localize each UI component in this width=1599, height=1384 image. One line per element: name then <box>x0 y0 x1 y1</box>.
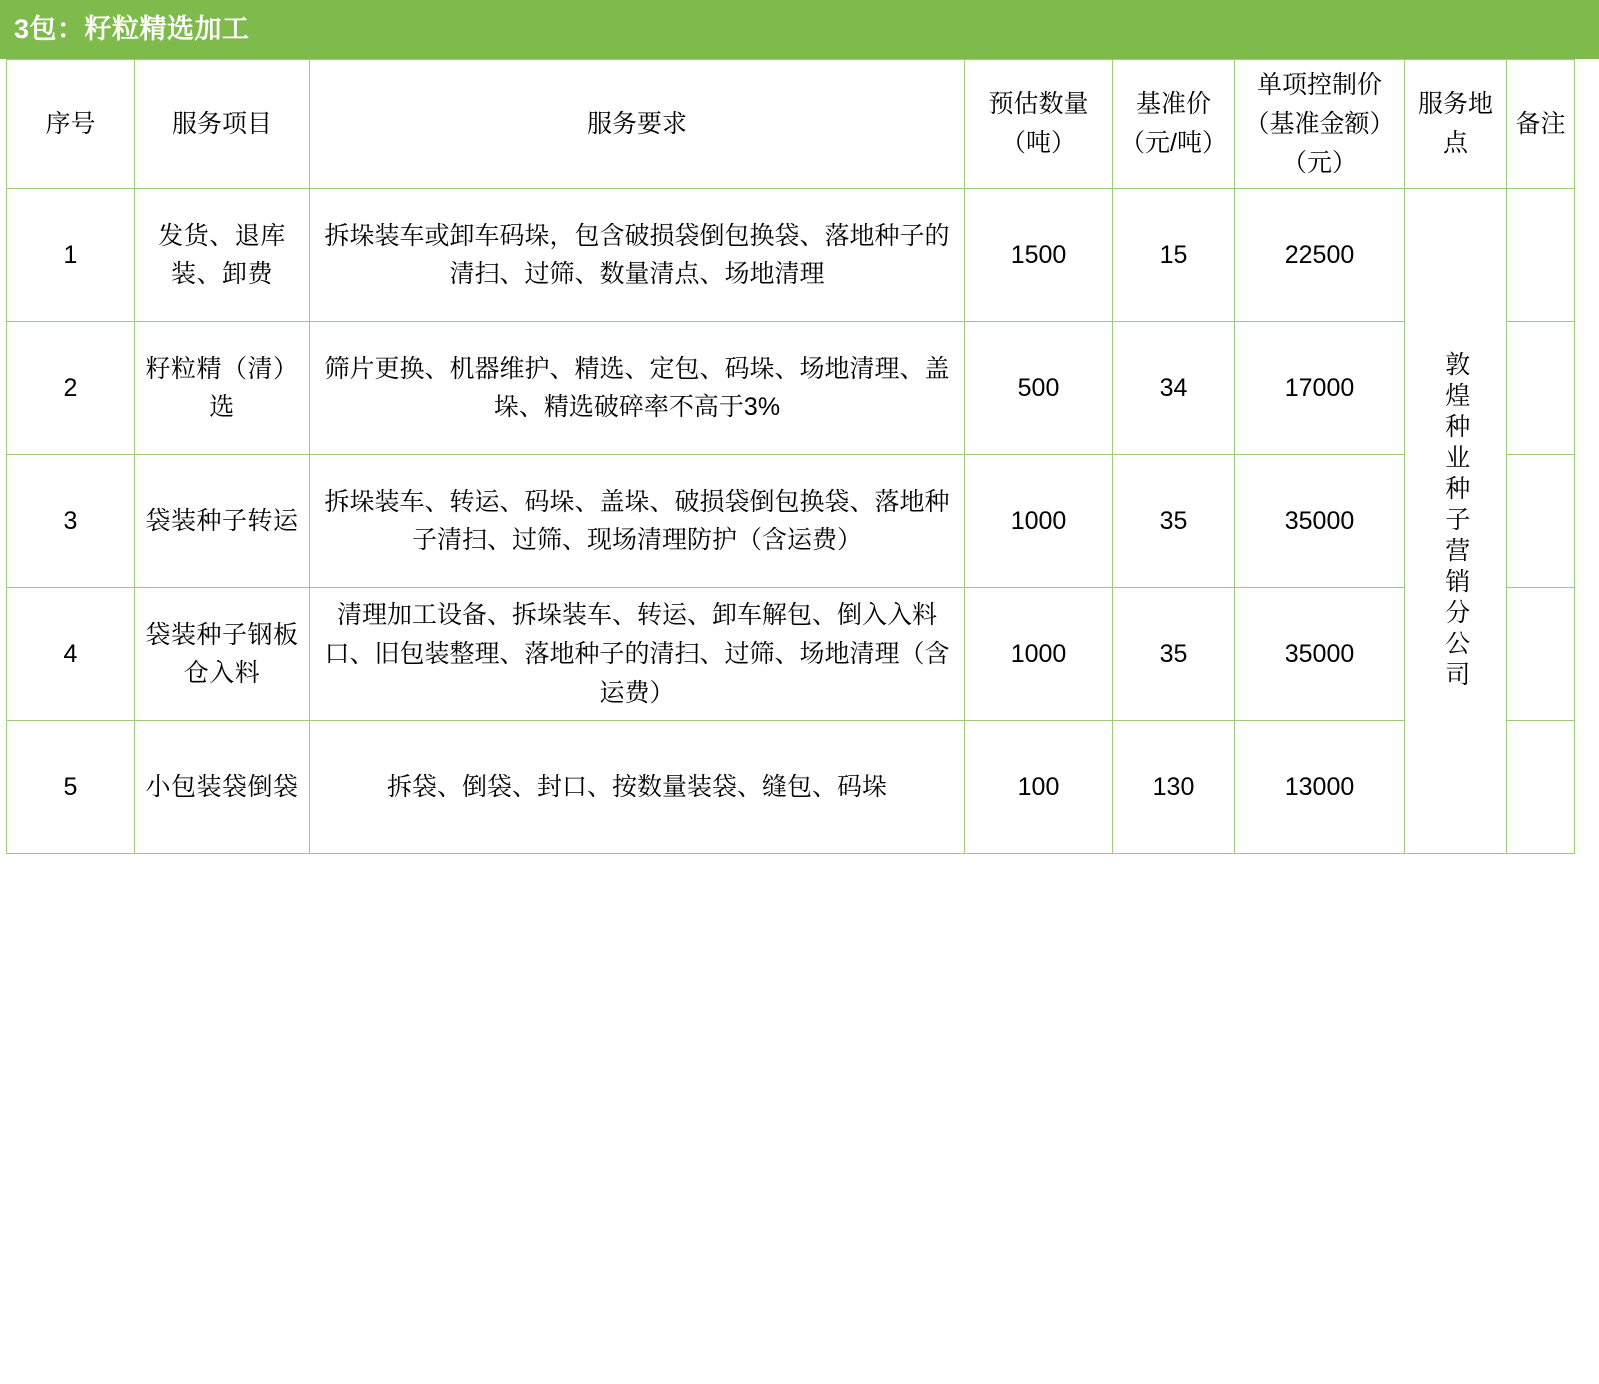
header-quantity: 预估数量（吨） <box>965 60 1113 189</box>
table-body <box>7 189 1575 854</box>
header-no: 序号 <box>7 60 135 189</box>
cell-requirement: 筛片更换、机器维护、精选、定包、码垛、场地清理、盖垛、精选破碎率不高于3% <box>310 322 965 455</box>
cell-base-price: 34 <box>1113 322 1235 455</box>
cell-quantity: 1000 <box>965 455 1113 588</box>
table-row <box>7 455 1575 588</box>
cell-remark <box>1507 455 1575 588</box>
header-requirement: 服务要求 <box>310 60 965 189</box>
table-header <box>7 60 1575 189</box>
cell-no: 3 <box>7 455 135 588</box>
place-text: 敦煌种业种子营销分公司 <box>1441 350 1470 692</box>
cell-remark <box>1507 721 1575 854</box>
cell-quantity: 500 <box>965 322 1113 455</box>
table-row <box>7 588 1575 721</box>
cell-no: 4 <box>7 588 135 721</box>
cell-item: 袋装种子转运 <box>135 455 310 588</box>
cell-cap-price: 13000 <box>1235 721 1405 854</box>
cell-remark <box>1507 322 1575 455</box>
cell-place <box>1405 189 1507 854</box>
cell-item: 籽粒精（清）选 <box>135 322 310 455</box>
header-cap-price: 单项控制价（基准金额）（元） <box>1235 60 1405 189</box>
table-row <box>7 721 1575 854</box>
cell-base-price: 35 <box>1113 588 1235 721</box>
place-wrapper <box>1411 195 1500 847</box>
cell-requirement: 拆袋、倒袋、封口、按数量装袋、缝包、码垛 <box>310 721 965 854</box>
table-row <box>7 322 1575 455</box>
header-place: 服务地点 <box>1405 60 1507 189</box>
cell-item: 小包装袋倒袋 <box>135 721 310 854</box>
cell-cap-price: 35000 <box>1235 455 1405 588</box>
cell-base-price: 35 <box>1113 455 1235 588</box>
cell-requirement: 拆垛装车或卸车码垛，包含破损袋倒包换袋、落地种子的清扫、过筛、数量清点、场地清理 <box>310 189 965 322</box>
cell-requirement: 清理加工设备、拆垛装车、转运、卸车解包、倒入入料口、旧包装整理、落地种子的清扫、过筛、场地清理（含运费） <box>310 588 965 721</box>
cell-no: 2 <box>7 322 135 455</box>
cell-item: 发货、退库装、卸费 <box>135 189 310 322</box>
cell-quantity: 1500 <box>965 189 1113 322</box>
cell-remark <box>1507 588 1575 721</box>
cell-cap-price: 17000 <box>1235 322 1405 455</box>
table-header-row <box>7 60 1575 189</box>
table-row <box>7 189 1575 322</box>
cell-quantity: 100 <box>965 721 1113 854</box>
package-title-banner: 3包：籽粒精选加工 <box>0 0 1599 59</box>
header-base-price: 基准价（元/吨） <box>1113 60 1235 189</box>
header-item: 服务项目 <box>135 60 310 189</box>
service-spec-table <box>6 59 1575 854</box>
cell-base-price: 130 <box>1113 721 1235 854</box>
cell-cap-price: 22500 <box>1235 189 1405 322</box>
cell-cap-price: 35000 <box>1235 588 1405 721</box>
cell-base-price: 15 <box>1113 189 1235 322</box>
cell-no: 1 <box>7 189 135 322</box>
cell-requirement: 拆垛装车、转运、码垛、盖垛、破损袋倒包换袋、落地种子清扫、过筛、现场清理防护（含运费） <box>310 455 965 588</box>
cell-quantity: 1000 <box>965 588 1113 721</box>
cell-item: 袋装种子钢板仓入料 <box>135 588 310 721</box>
cell-remark <box>1507 189 1575 322</box>
cell-no: 5 <box>7 721 135 854</box>
header-remark: 备注 <box>1507 60 1575 189</box>
